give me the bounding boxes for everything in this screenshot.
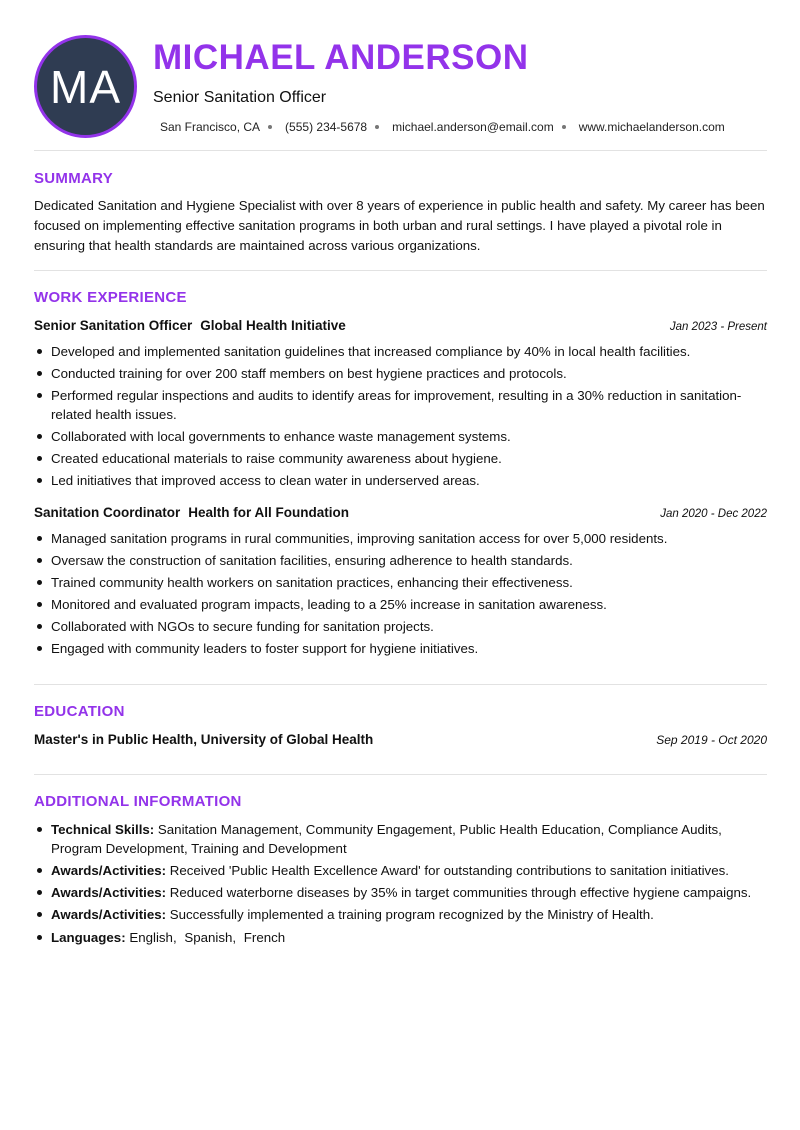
info-text: Reduced waterborne diseases by 35% in target communities through effective hygiene campaigns. (169, 885, 752, 900)
avatar (34, 35, 137, 138)
list-item: Trained community health workers on sanitation practices, enhancing their effectiveness. (34, 573, 767, 592)
education-heading: EDUCATION (34, 703, 125, 720)
job-role: Senior Sanitation Officer (34, 318, 193, 333)
list-item: Developed and implemented sanitation guidelines that increased compliance by 40% in local health facilities. (34, 342, 767, 361)
separator-dot (268, 125, 272, 129)
list-item (34, 820, 767, 858)
job-header (34, 318, 767, 333)
list-item: Collaborated with local governments to enhance waste management systems. (34, 427, 767, 446)
summary-heading: SUMMARY (34, 170, 114, 187)
info-label: Awards/Activities: (51, 863, 167, 878)
job-role-line (34, 318, 346, 333)
info-text: Successfully implemented a training program recognized by the Ministry of Health. (169, 907, 654, 922)
info-label: Languages: (51, 930, 126, 945)
info-text: Sanitation Management, Community Engagement, Public Health Education, Compliance Audits, Program Development, Training and Development (51, 822, 722, 856)
experience-heading: WORK EXPERIENCE (34, 289, 187, 306)
list-item: Oversaw the construction of sanitation facilities, ensuring adherence to health standards. (34, 551, 767, 570)
contact-email[interactable]: michael.anderson@email.com (392, 120, 579, 134)
job-bullets (34, 529, 767, 661)
job-company: Global Health Initiative (200, 318, 346, 333)
separator-dot (375, 125, 379, 129)
list-item: Conducted training for over 200 staff members on best hygiene practices and protocols. (34, 364, 767, 383)
list-item: Engaged with community leaders to foster support for hygiene initiatives. (34, 639, 767, 658)
section-divider (34, 270, 767, 271)
list-item: Led initiatives that improved access to clean water in underserved areas. (34, 471, 767, 490)
job-bullets (34, 342, 767, 493)
list-item: Performed regular inspections and audits to identify areas for improvement, resulting in a 30% reduction in sanitation-related health issues. (34, 386, 767, 424)
job-header (34, 505, 767, 520)
section-divider (34, 774, 767, 775)
job-role: Sanitation Coordinator (34, 505, 181, 520)
language: English, (129, 930, 177, 945)
list-item: Managed sanitation programs in rural communities, improving sanitation access for over 5,000 residents. (34, 529, 767, 548)
language: French (243, 930, 286, 945)
contact-location: San Francisco, CA (160, 120, 285, 134)
summary-text: Dedicated Sanitation and Hygiene Specialist with over 8 years of experience in public health and safety. My career has been focused on implementing effective sanitation programs in both urban and rural settings. I have played a pivotal role in ensuring that health standards are maintained across various organizations. (34, 198, 765, 253)
list-item: Monitored and evaluated program impacts, leading to a 25% increase in sanitation awareness. (34, 595, 767, 614)
contact-bar (160, 120, 725, 134)
languages-item (34, 928, 767, 947)
list-item: Collaborated with NGOs to secure funding for sanitation projects. (34, 617, 767, 636)
info-label: Awards/Activities: (51, 907, 167, 922)
job-company: Health for All Foundation (188, 505, 349, 520)
list-item (34, 905, 767, 924)
education-degree: Master's in Public Health, University of Global Health (34, 732, 374, 747)
education-entry (34, 732, 767, 747)
separator-dot (562, 125, 566, 129)
contact-website[interactable]: www.michaelanderson.com (578, 120, 725, 134)
avatar-initials: MA (50, 60, 121, 113)
info-text: Received 'Public Health Excellence Award' for outstanding contributions to sanitation initiatives. (169, 863, 729, 878)
job-dates: Jan 2020 - Dec 2022 (660, 508, 767, 520)
job-role-line (34, 505, 349, 520)
additional-list (34, 820, 767, 950)
language: Spanish, (184, 930, 237, 945)
candidate-name: MICHAEL ANDERSON (153, 38, 529, 77)
list-item: Created educational materials to raise community awareness about hygiene. (34, 449, 767, 468)
candidate-title: Senior Sanitation Officer (153, 89, 327, 106)
list-item (34, 883, 767, 902)
section-divider (34, 150, 767, 151)
list-item (34, 861, 767, 880)
contact-phone[interactable]: (555) 234-5678 (285, 120, 392, 134)
additional-heading: ADDITIONAL INFORMATION (34, 793, 242, 810)
info-label: Awards/Activities: (51, 885, 167, 900)
section-divider (34, 684, 767, 685)
job-dates: Jan 2023 - Present (669, 321, 767, 333)
info-label: Technical Skills: (51, 822, 155, 837)
education-dates: Sep 2019 - Oct 2020 (656, 733, 767, 747)
